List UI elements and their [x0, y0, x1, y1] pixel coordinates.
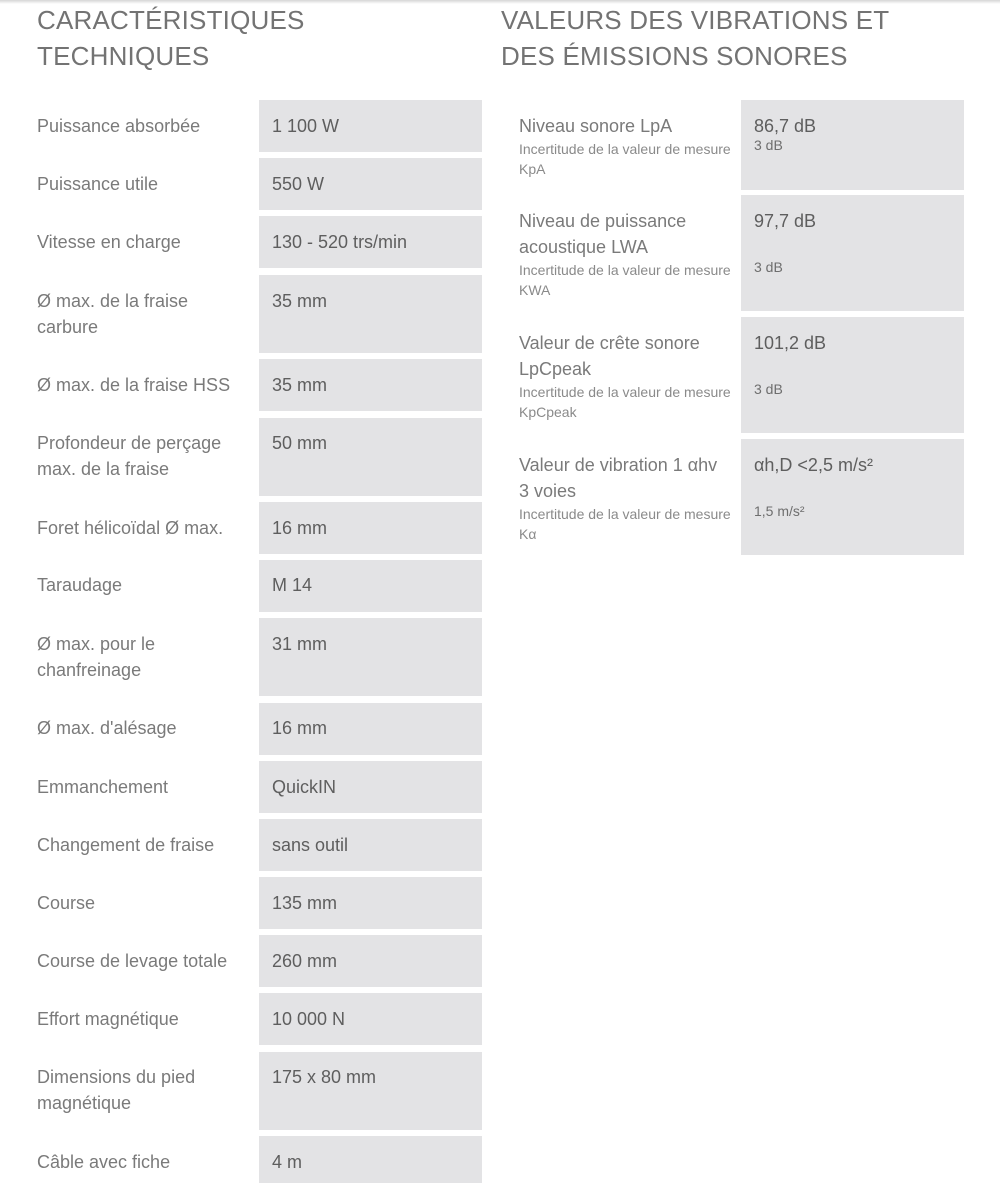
noise-label: Valeur de crête sonore LpCpeak — [519, 333, 700, 379]
spec-label: Dimensions du pied magnétique — [37, 1067, 196, 1113]
spec-value: sans outil — [259, 819, 482, 871]
noise-row-peak-sound — [519, 317, 964, 433]
spec-value: 175 x 80 mm — [259, 1052, 482, 1130]
spec-row-carbide-cutter-diameter — [37, 275, 482, 353]
noise-uncertainty-label: Incertitude de la valeur de mesure KpCpeak — [519, 384, 731, 420]
spec-row-reaming-diameter — [37, 703, 482, 755]
noise-label-block — [519, 195, 731, 300]
spec-label: Puissance utile — [37, 174, 159, 194]
spec-label: Foret hélicoïdal Ø max. — [37, 518, 224, 538]
spec-row-power-output — [37, 158, 482, 210]
vibration-row-three-axis — [519, 439, 964, 555]
spec-row-cutter-change — [37, 819, 482, 871]
noise-uncertainty-value: 3 dB — [754, 381, 783, 397]
noise-value: 86,7 dB — [754, 116, 817, 136]
spec-label: Ø max. de la fraise carbure — [37, 291, 189, 337]
vibration-noise-title: VALEURS DES VIBRATIONS ET DES ÉMISSIONS SONORES — [501, 5, 889, 71]
spec-row-hss-cutter-diameter — [37, 359, 482, 411]
spec-label: Course — [37, 893, 96, 913]
spec-value: 35 mm — [259, 275, 482, 353]
spec-label: Puissance absorbée — [37, 116, 201, 136]
spec-label: Câble avec fiche — [37, 1152, 171, 1172]
noise-value-block — [741, 100, 964, 190]
spec-label: Emmanchement — [37, 777, 169, 797]
vibration-uncertainty-label: Incertitude de la valeur de mesure Kα — [519, 506, 731, 542]
noise-uncertainty-value: 3 dB — [754, 259, 783, 275]
spec-row-power-input — [37, 100, 482, 152]
spec-label: Vitesse en charge — [37, 232, 181, 252]
spec-value: 260 mm — [259, 935, 482, 987]
spec-row-total-lift-stroke — [37, 935, 482, 987]
spec-label: Taraudage — [37, 575, 123, 595]
spec-value: QuickIN — [259, 761, 482, 813]
spec-value: 35 mm — [259, 359, 482, 411]
spec-value: M 14 — [259, 560, 482, 612]
spec-value: 550 W — [259, 158, 482, 210]
vibration-label: Valeur de vibration 1 αhv 3 voies — [519, 455, 718, 501]
spec-row-stroke — [37, 877, 482, 929]
spec-row-chamfering-diameter — [37, 618, 482, 696]
vibration-label-block — [519, 439, 731, 544]
spec-row-magnetic-base-dimensions — [37, 1052, 482, 1130]
spec-row-magnetic-force — [37, 993, 482, 1045]
spec-label: Ø max. pour le chanfreinage — [37, 634, 156, 680]
spec-value: 16 mm — [259, 703, 482, 755]
noise-label-block — [519, 100, 731, 179]
noise-value: 101,2 dB — [754, 333, 827, 353]
spec-value: 50 mm — [259, 418, 482, 496]
spec-label: Effort magnétique — [37, 1009, 179, 1029]
vibration-value-block — [741, 439, 964, 555]
spec-label: Ø max. de la fraise HSS — [37, 375, 231, 395]
vibration-value: αh,D <2,5 m/s² — [754, 455, 873, 475]
spec-row-drilling-depth — [37, 418, 482, 496]
noise-row-sound-power — [519, 195, 964, 311]
spec-label: Changement de fraise — [37, 835, 215, 855]
spec-label: Ø max. d'alésage — [37, 718, 177, 738]
vibration-uncertainty-value: 1,5 m/s² — [754, 503, 805, 519]
spec-row-tool-holder — [37, 761, 482, 813]
spec-value: 4 m — [259, 1136, 482, 1183]
spec-label: Profondeur de perçage max. de la fraise — [37, 433, 222, 479]
spec-value: 130 - 520 trs/min — [259, 216, 482, 268]
spec-label: Course de levage totale — [37, 951, 228, 971]
noise-uncertainty-label: Incertitude de la valeur de mesure KWA — [519, 262, 731, 298]
spec-value: 1 100 W — [259, 100, 482, 152]
noise-uncertainty-value: 3 dB — [754, 137, 783, 153]
spec-value: 31 mm — [259, 618, 482, 696]
spec-row-twist-drill-diameter — [37, 502, 482, 554]
noise-uncertainty-label: Incertitude de la valeur de mesure KpA — [519, 141, 731, 177]
noise-label: Niveau sonore LpA — [519, 116, 673, 136]
noise-value-block — [741, 317, 964, 433]
noise-row-sound-pressure — [519, 100, 964, 190]
noise-label-block — [519, 317, 731, 422]
noise-value-block — [741, 195, 964, 311]
spec-value: 16 mm — [259, 502, 482, 554]
spec-row-tapping — [37, 560, 482, 612]
noise-label: Niveau de puissance acoustique LWA — [519, 211, 687, 257]
spec-value: 10 000 N — [259, 993, 482, 1045]
technical-specs-title: CARACTÉRISTIQUES TECHNIQUES — [37, 5, 305, 71]
spec-value: 135 mm — [259, 877, 482, 929]
noise-value: 97,7 dB — [754, 211, 817, 231]
spec-row-load-speed — [37, 216, 482, 268]
spec-row-power-cable — [37, 1136, 482, 1183]
